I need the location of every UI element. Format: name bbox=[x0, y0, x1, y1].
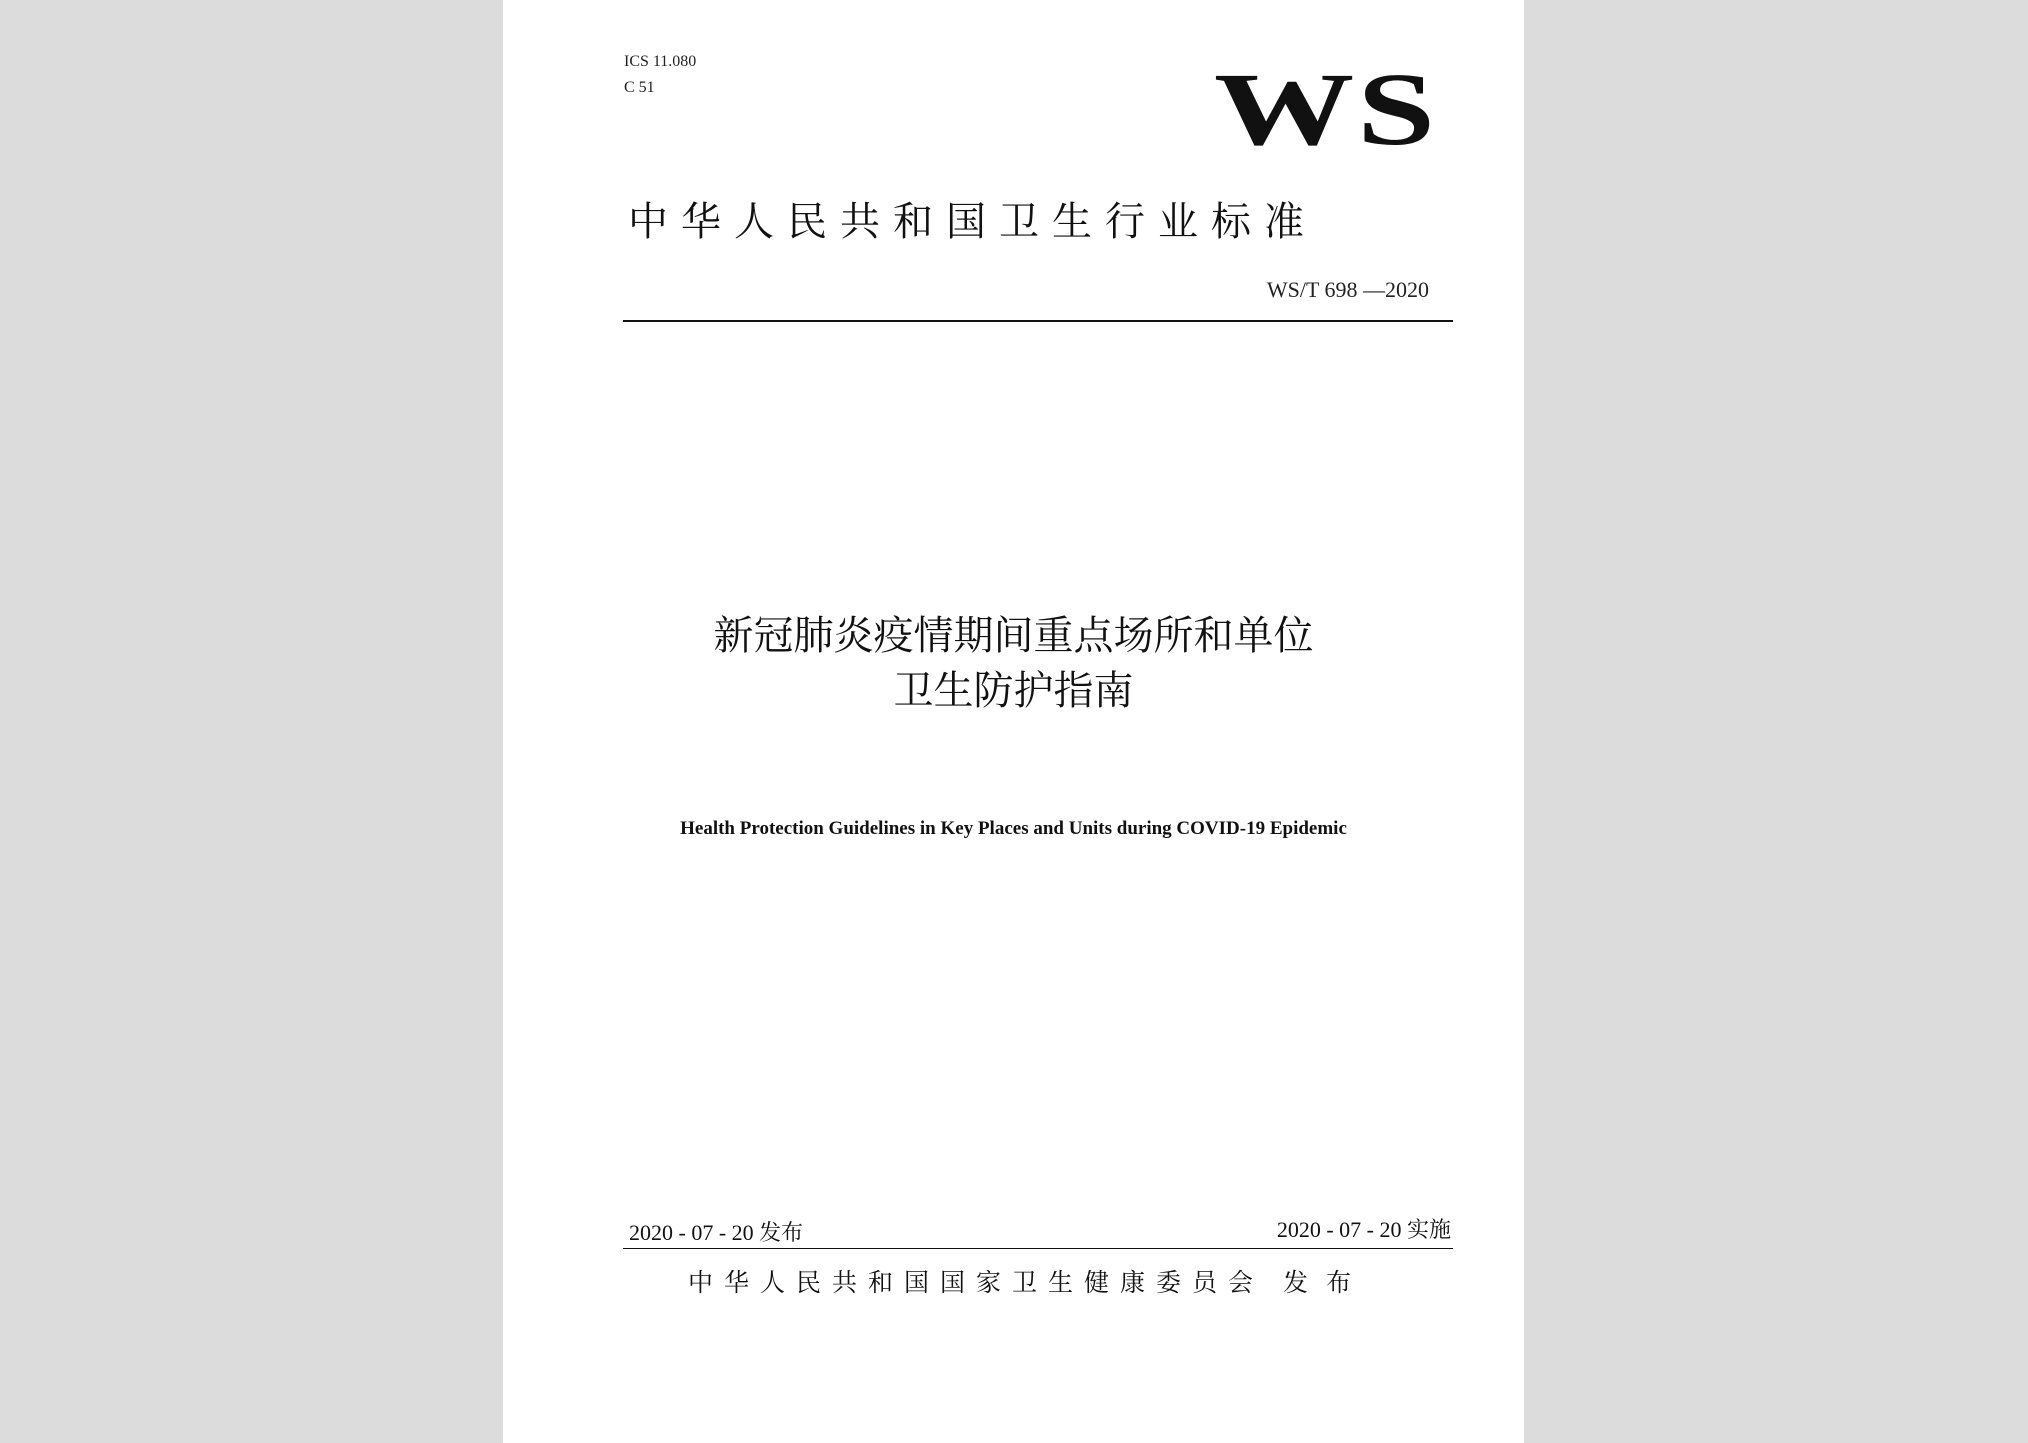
ws-logo: WS bbox=[1214, 52, 1438, 167]
title-chinese-line-1: 新冠肺炎疫情期间重点场所和单位 bbox=[713, 613, 1314, 659]
standard-number: WS/T 698 —2020 bbox=[1266, 277, 1429, 302]
title-chinese-line-2: 卫生防护指南 bbox=[893, 668, 1134, 714]
implementation-date: 2020 - 07 - 20 实施 bbox=[1276, 1217, 1451, 1242]
title-english: Health Protection Guidelines in Key Places and Units during COVID-19 Epidemic bbox=[680, 818, 1347, 839]
footer-divider bbox=[623, 1248, 1453, 1249]
issue-date: 2020 - 07 - 20 发布 bbox=[629, 1220, 804, 1245]
issuing-authority: 中华人民共和国国家卫生健康委员会 bbox=[688, 1268, 1265, 1297]
header-divider bbox=[623, 320, 1453, 322]
classification-codes bbox=[624, 49, 696, 101]
issue-label: 发布 bbox=[1283, 1268, 1370, 1297]
standard-category: 中华人民共和国卫生行业标准 bbox=[628, 199, 1317, 245]
document-page bbox=[503, 0, 1524, 1443]
ccs-code: C 51 bbox=[624, 79, 655, 96]
ics-code: ICS 11.080 bbox=[624, 53, 697, 70]
